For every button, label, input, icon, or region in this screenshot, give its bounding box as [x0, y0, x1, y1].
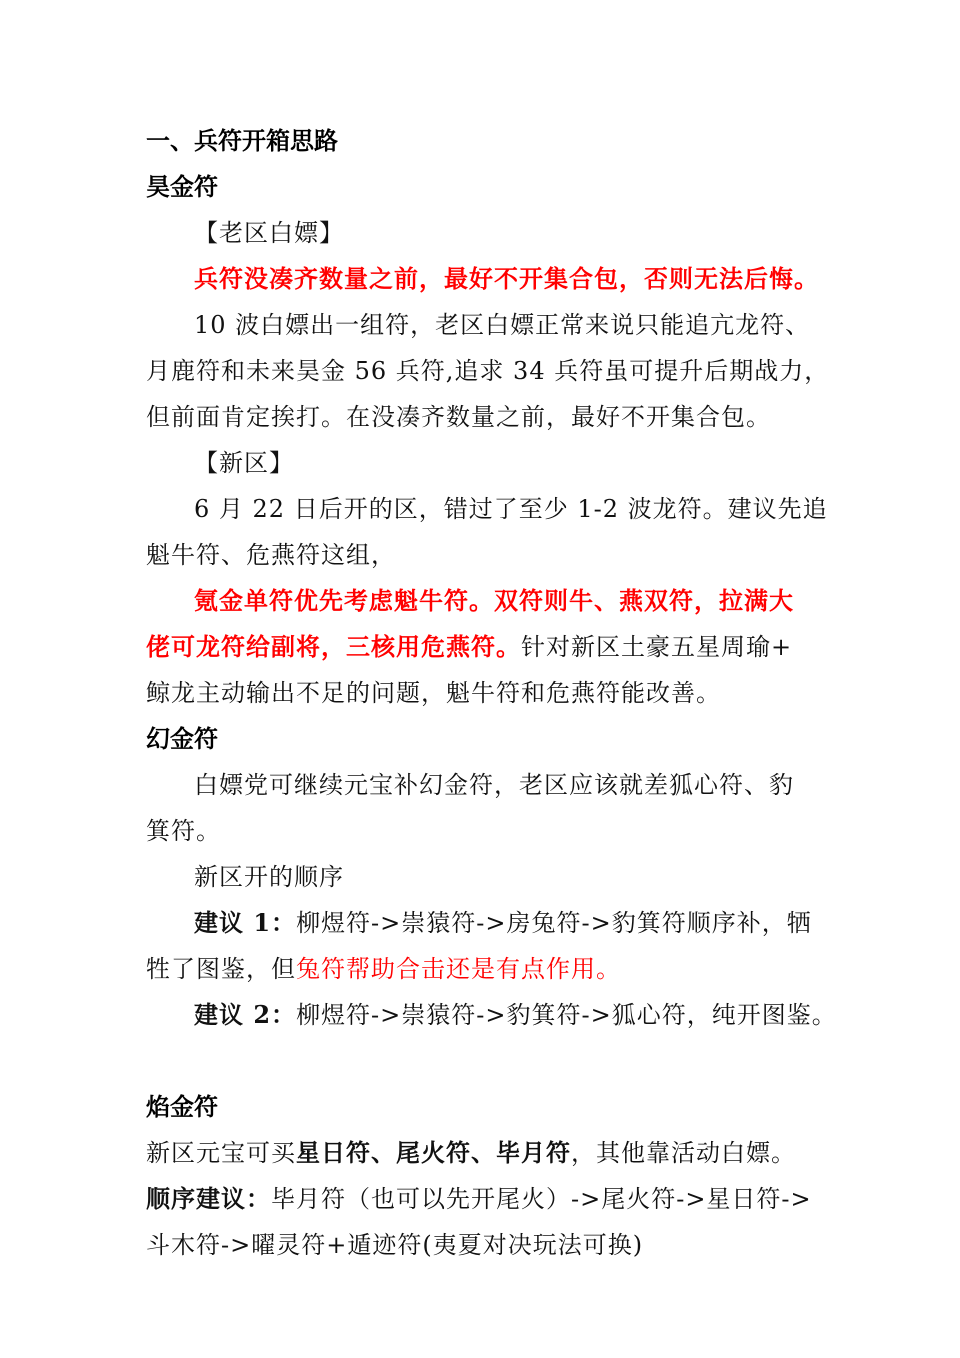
huanjin-heading: 幻金符: [146, 725, 218, 753]
yanjin-para-line-3: 斗木符->曜灵符+遁迹符(夷夏对决玩法可换): [146, 1231, 644, 1259]
old-server-warning: 兵符没凑齐数量之前，最好不开集合包，否则无法后悔。: [194, 264, 819, 293]
new-server-advice-rest: 针对新区土豪五星周瑜+: [521, 633, 793, 661]
new-server-tag: 【新区】: [194, 449, 294, 477]
yanjin-order-text: 毕月符（也可以先开尾火）->尾火符->星日符->: [271, 1185, 812, 1213]
yanjin-para-line-1: [146, 1130, 826, 1176]
yanjin-para-c: ，其他靠活动白嫖。: [571, 1139, 796, 1167]
old-server-para-line-3: 但前面肯定挨打。在没凑齐数量之前，最好不开集合包。: [146, 403, 771, 431]
new-server-para-line-2: 魁牛符、危燕符这组，: [146, 541, 396, 569]
yanjin-para-a: 新区元宝可买: [146, 1139, 296, 1167]
suggestion-1-red: 兔符帮助合击还是有点作用。: [296, 955, 621, 983]
huanjin-order-label: 新区开的顺序: [194, 863, 344, 891]
suggestion-2-line: [146, 992, 837, 1038]
yanjin-order-label: 顺序建议：: [146, 1184, 271, 1213]
old-server-tag: 【老区白嫖】: [194, 219, 344, 247]
suggestion-2-text: 柳煜符->崇猿符->豹箕符->狐心符，纯开图鉴。: [296, 1001, 837, 1029]
new-server-para-line-1: 6 月 22 日后开的区，错过了至少 1-2 波龙符。建议先追: [194, 495, 828, 523]
haojin-heading: 昊金符: [146, 173, 218, 201]
new-server-advice-red: 佬可龙符给副将，三核用危燕符。: [146, 632, 521, 661]
suggestion-2-label: 建议 2：: [194, 1000, 297, 1029]
new-server-advice-line-1: 氪金单符优先考虑魁牛符。双符则牛、燕双符，拉满大: [194, 586, 794, 615]
suggestion-1-label: 建议 1：: [194, 908, 297, 937]
yanjin-heading: 焰金符: [146, 1093, 218, 1121]
document-body: [146, 118, 837, 1268]
yanjin-para-b: 星日符、尾火符、毕月符: [296, 1138, 571, 1167]
new-server-advice-line-3: 鲸龙主动输出不足的问题，魁牛符和危燕符能改善。: [146, 679, 721, 707]
old-server-para-line-1: 10 波白嫖出一组符，老区白嫖正常来说只能追亢龙符、: [194, 311, 811, 339]
new-server-advice-line-2: [146, 624, 826, 670]
huanjin-para-line-2: 箕符。: [146, 817, 221, 845]
yanjin-para-line-2: [146, 1176, 826, 1222]
section-title: 一、兵符开箱思路: [146, 127, 338, 155]
spacer: [146, 1038, 826, 1084]
suggestion-1-line-1: [146, 900, 826, 946]
suggestion-1-line-2: [146, 946, 826, 992]
suggestion-1-plain: 牲了图鉴，但: [146, 955, 296, 983]
huanjin-para-line-1: 白嫖党可继续元宝补幻金符，老区应该就差狐心符、豹: [194, 771, 794, 799]
suggestion-1-text: 柳煜符->崇猿符->房兔符->豹箕符顺序补，牺: [296, 909, 812, 937]
old-server-para-line-2: 月鹿符和未来昊金 56 兵符,追求 34 兵符虽可提升后期战力，: [146, 357, 830, 385]
